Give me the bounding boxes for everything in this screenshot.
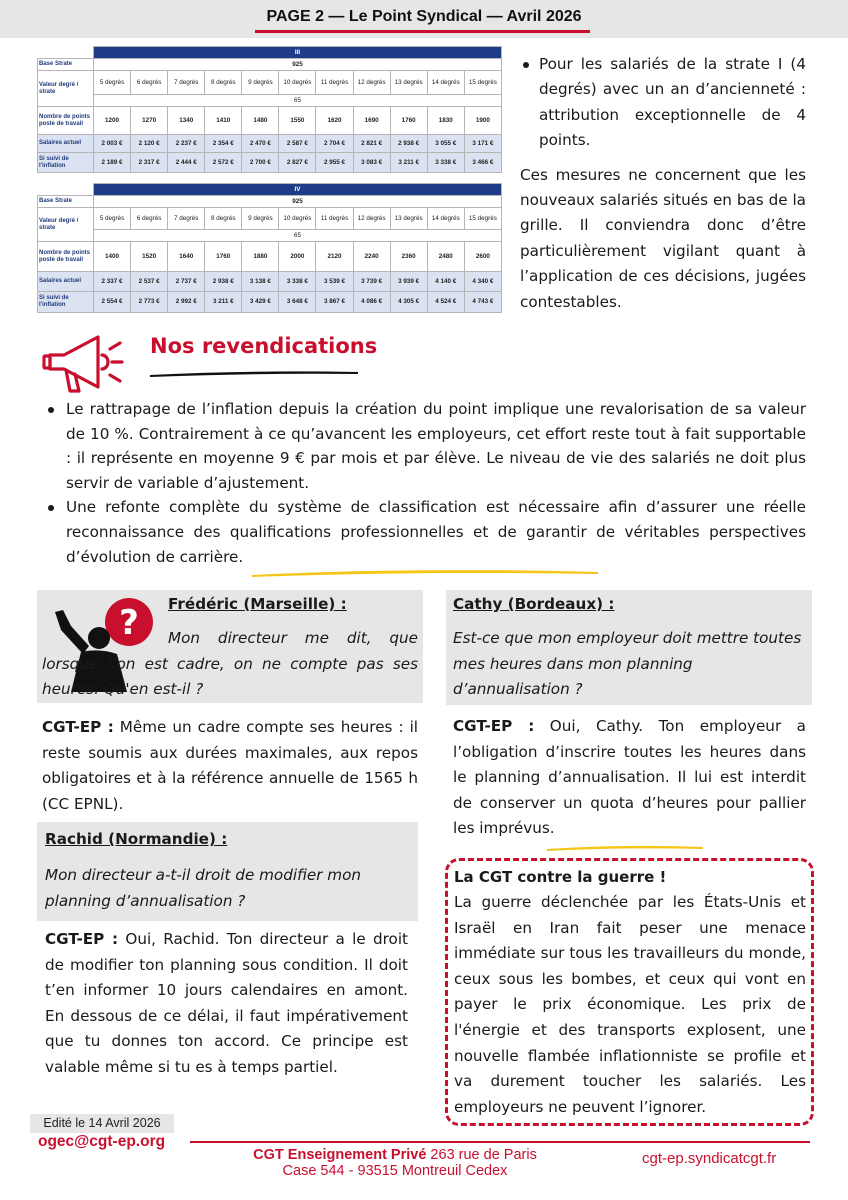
salaire-cell: 2 704 € [316,135,353,153]
strate-label: III [94,47,502,59]
points-row [38,107,502,135]
question-box-frederic [37,590,423,703]
salaire-cell: 2 737 € [168,272,205,292]
revendications-list [45,397,806,569]
salary-table-strate-iv [37,183,502,313]
points-cell: 1200 [94,107,131,135]
degree-cell: 11 degrés [316,208,353,230]
base-value: 925 [94,196,502,208]
inflation-cell: 3 211 € [390,153,427,173]
question-text: Mon directeur a-t-il droit de modifier mon planning d’annualisation ? [45,866,362,910]
salaire-cell: 3 055 € [427,135,464,153]
svg-text:?: ? [119,603,139,643]
inflation-cell: 4 524 € [427,292,464,313]
salaire-cell: 2 337 € [94,272,131,292]
points-cell: 2240 [353,242,390,272]
salaires-row [38,135,502,153]
salaire-cell: 2 537 € [131,272,168,292]
inflation-cell: 4 305 € [390,292,427,313]
question-box-cathy [446,590,812,705]
inflation-cell: 3 429 € [242,292,279,313]
degree-cell: 9 degrés [242,208,279,230]
points-cell: 2120 [316,242,353,272]
inflation-label: Si suivi de l'inflation [38,153,94,173]
answer-prefix: CGT-EP : [42,718,114,736]
degree-cell: 13 degrés [390,208,427,230]
edition-date: Edité le 14 Avril 2026 [30,1114,174,1133]
points-cell: 2000 [279,242,316,272]
inflation-cell: 4 743 € [464,292,501,313]
salaire-cell: 2 938 € [390,135,427,153]
address-line-2: Case 544 - 93515 Montreuil Cedex [282,1163,508,1179]
inflation-cell: 2 554 € [94,292,131,313]
points-cell: 1550 [279,107,316,135]
inflation-cell: 4 086 € [353,292,390,313]
answer-prefix: CGT-EP : [453,717,535,735]
inflation-cell: 2 189 € [94,153,131,173]
points-cell: 2360 [390,242,427,272]
points-cell: 1480 [242,107,279,135]
inflation-cell: 3 211 € [205,292,242,313]
salaire-cell: 3 138 € [242,272,279,292]
degree-cell: 7 degrés [168,71,205,95]
points-cell: 1690 [353,107,390,135]
strate-measures [520,52,806,315]
points-cell: 1760 [205,242,242,272]
footer-divider [190,1141,810,1143]
salaire-cell: 4 340 € [464,272,501,292]
salaire-cell: 2 237 € [168,135,205,153]
points-cell: 1620 [316,107,353,135]
points-cell: 1340 [168,107,205,135]
points-cell: 1760 [390,107,427,135]
salaire-cell: 4 140 € [427,272,464,292]
degree-cell: 15 degrés [464,71,501,95]
yellow-highlight-stroke [250,567,600,577]
salaire-cell: 2 587 € [279,135,316,153]
salaires-row [38,272,502,292]
inflation-cell: 2 992 € [168,292,205,313]
salaire-cell: 2 821 € [353,135,390,153]
asker-name: Rachid (Normandie) : [45,830,228,848]
website-link[interactable]: cgt-ep.syndicatcgt.fr [642,1150,777,1167]
points-cell: 1270 [131,107,168,135]
points-label: Nombre de points poste de travail [38,107,94,135]
points-row [38,242,502,272]
measures-paragraph: Ces mesures ne concernent que les nouveaux salariés situés en bas de la grille. Il conviendra donc d’être particulièrement vigilant quant à l’application de ces décisions, jugées contestables. [520,165,806,311]
degrees-row [38,208,502,230]
war-text: La guerre déclenchée par les États-Unis et Israël en Iran fait peser une menace immédiate sur tous les travailleurs du monde, ceux sous les bombes, et ceux qui vont en payer le prix économique. Les prix de l'énergie et des transports explosent, une nouvelle flambée inflationniste se profile et va durement toucher les salariés. Les employeurs ne peuvent l’ignorer. [454,893,806,1116]
salary-table-strate-iii [37,46,502,173]
inflation-cell: 2 444 € [168,153,205,173]
question-text: Est-ce que mon employeur doit mettre toutes mes heures dans mon planning d’annualisation ? [453,629,802,698]
footer-address [190,1147,600,1179]
title-brush-underline [148,368,360,378]
yellow-highlight-stroke [545,843,705,851]
points-cell: 1640 [168,242,205,272]
degree-cell: 8 degrés [205,208,242,230]
revendications-title: Nos revendications [150,334,378,358]
answer-prefix: CGT-EP : [45,930,119,948]
degree-cell: 11 degrés [316,71,353,95]
inflation-cell: 3 648 € [279,292,316,313]
degree-cell: 10 degrés [279,71,316,95]
salaire-cell: 3 739 € [353,272,390,292]
inflation-row [38,153,502,173]
answer-text: Oui, Rachid. Ton directeur a le droit de modifier ton planning sous condition. Il doit t’en informer 10 jours calendaires en amont. En dessous de ce délai, il faut impérativement que tu donnes ton accord. Ce principe est valable même si tu es à temps partiel. [45,930,408,1076]
salaire-cell: 3 338 € [279,272,316,292]
salaire-cell: 2 354 € [205,135,242,153]
inflation-cell: 3 867 € [316,292,353,313]
answer-text: Oui, Cathy. Ton employeur a l’obligation d’inscrire toutes les heures dans le planning d’annualisation. Il lui est interdit de conserver un quota d’heures pour pallier les imprévus. [453,717,806,838]
degree-cell: 5 degrés [94,71,131,95]
points-cell: 1900 [464,107,501,135]
inflation-cell: 2 773 € [131,292,168,313]
revendication-item: Le rattrapage de l’inflation depuis la création du point implique une revalorisation de sa valeur de 10 %. Contrairement à ce qu’avancent les employeurs, cet effort reste tout à fait supportable : il représente en moyenne 9 € par mois et par élève. Le niveau de vie des salariés ne doit plus servir de variable d’ajustement. [45,397,806,495]
valeur-label: Valeur degré / strate [38,208,94,242]
answer-rachid [45,927,408,1081]
address-line-1: 263 rue de Paris [426,1147,537,1163]
valeur-label: Valeur degré / strate [38,71,94,107]
salaire-cell: 3 171 € [464,135,501,153]
question-text: Mon directeur me dit, que lorsque l’on est cadre, on ne compte pas ses heures. Qu'en est-il ? [42,629,418,698]
degree-cell: 14 degrés [427,71,464,95]
salaire-cell: 3 539 € [316,272,353,292]
salaire-cell: 3 939 € [390,272,427,292]
inflation-cell: 2 317 € [131,153,168,173]
asker-name: Cathy (Bordeaux) : [453,595,615,613]
question-box-rachid [37,822,418,921]
points-cell: 2480 [427,242,464,272]
inflation-row [38,292,502,313]
degree-cell: 12 degrés [353,71,390,95]
valeur-value: 65 [94,230,502,242]
inflation-cell: 3 338 € [427,153,464,173]
degree-cell: 13 degrés [390,71,427,95]
inflation-cell: 2 700 € [242,153,279,173]
org-name: CGT Enseignement Privé [253,1147,427,1163]
points-cell: 1830 [427,107,464,135]
degrees-row [38,71,502,95]
salaire-cell: 2 003 € [94,135,131,153]
asker-name: Frédéric (Marseille) : [168,595,347,613]
valeur-value: 65 [94,95,502,107]
inflation-cell: 2 572 € [205,153,242,173]
degree-cell: 12 degrés [353,208,390,230]
page-header [0,0,848,38]
answer-text: Même un cadre compte ses heures : il reste soumis aux durées maximales, aux repos obligatoires et à la référence annuelle de 1565 h (CC EPNL). [42,718,419,813]
degree-cell: 7 degrés [168,208,205,230]
points-cell: 1400 [94,242,131,272]
strate-label: IV [94,184,502,196]
points-cell: 2600 [464,242,501,272]
salaire-cell: 2 470 € [242,135,279,153]
base-label: Base Strate [38,196,94,208]
salaire-cell: 2 938 € [205,272,242,292]
answer-frederic [42,715,418,817]
base-value: 925 [94,59,502,71]
points-label: Nombre de points poste de travail [38,242,94,272]
salaires-label: Salaires actuel [38,272,94,292]
inflation-cell: 3 466 € [464,153,501,173]
inflation-cell: 2 955 € [316,153,353,173]
degree-cell: 14 degrés [427,208,464,230]
degree-cell: 6 degrés [131,71,168,95]
page-title: PAGE 2 — Le Point Syndical — Avril 2026 [266,8,582,25]
salaires-label: Salaires actuel [38,135,94,153]
contact-email[interactable]: ogec@cgt-ep.org [38,1133,166,1150]
revendication-item: Une refonte complète du système de classification est nécessaire afin d’assurer une réelle reconnaissance des qualifications professionnelles et de garantir de véritables perspectives d’évolution de carrière. [45,495,806,569]
inflation-cell: 3 083 € [353,153,390,173]
points-cell: 1410 [205,107,242,135]
degree-cell: 10 degrés [279,208,316,230]
megaphone-icon [40,325,140,400]
degree-cell: 8 degrés [205,71,242,95]
answer-cathy [453,714,806,842]
points-cell: 1880 [242,242,279,272]
points-cell: 1520 [131,242,168,272]
salaire-cell: 2 120 € [131,135,168,153]
degree-cell: 5 degrés [94,208,131,230]
inflation-label: Si suivi de l'inflation [38,292,94,313]
degree-cell: 9 degrés [242,71,279,95]
inflation-cell: 2 827 € [279,153,316,173]
degree-cell: 15 degrés [464,208,501,230]
war-title: La CGT contre la guerre ! [454,868,667,886]
degree-cell: 6 degrés [131,208,168,230]
title-underline [255,30,590,33]
strate-i-bullet: Pour les salariés de la strate I (4 degrés) avec un an d’ancienneté : attribution exceptionnelle de 4 points. [520,52,806,154]
base-label: Base Strate [38,59,94,71]
